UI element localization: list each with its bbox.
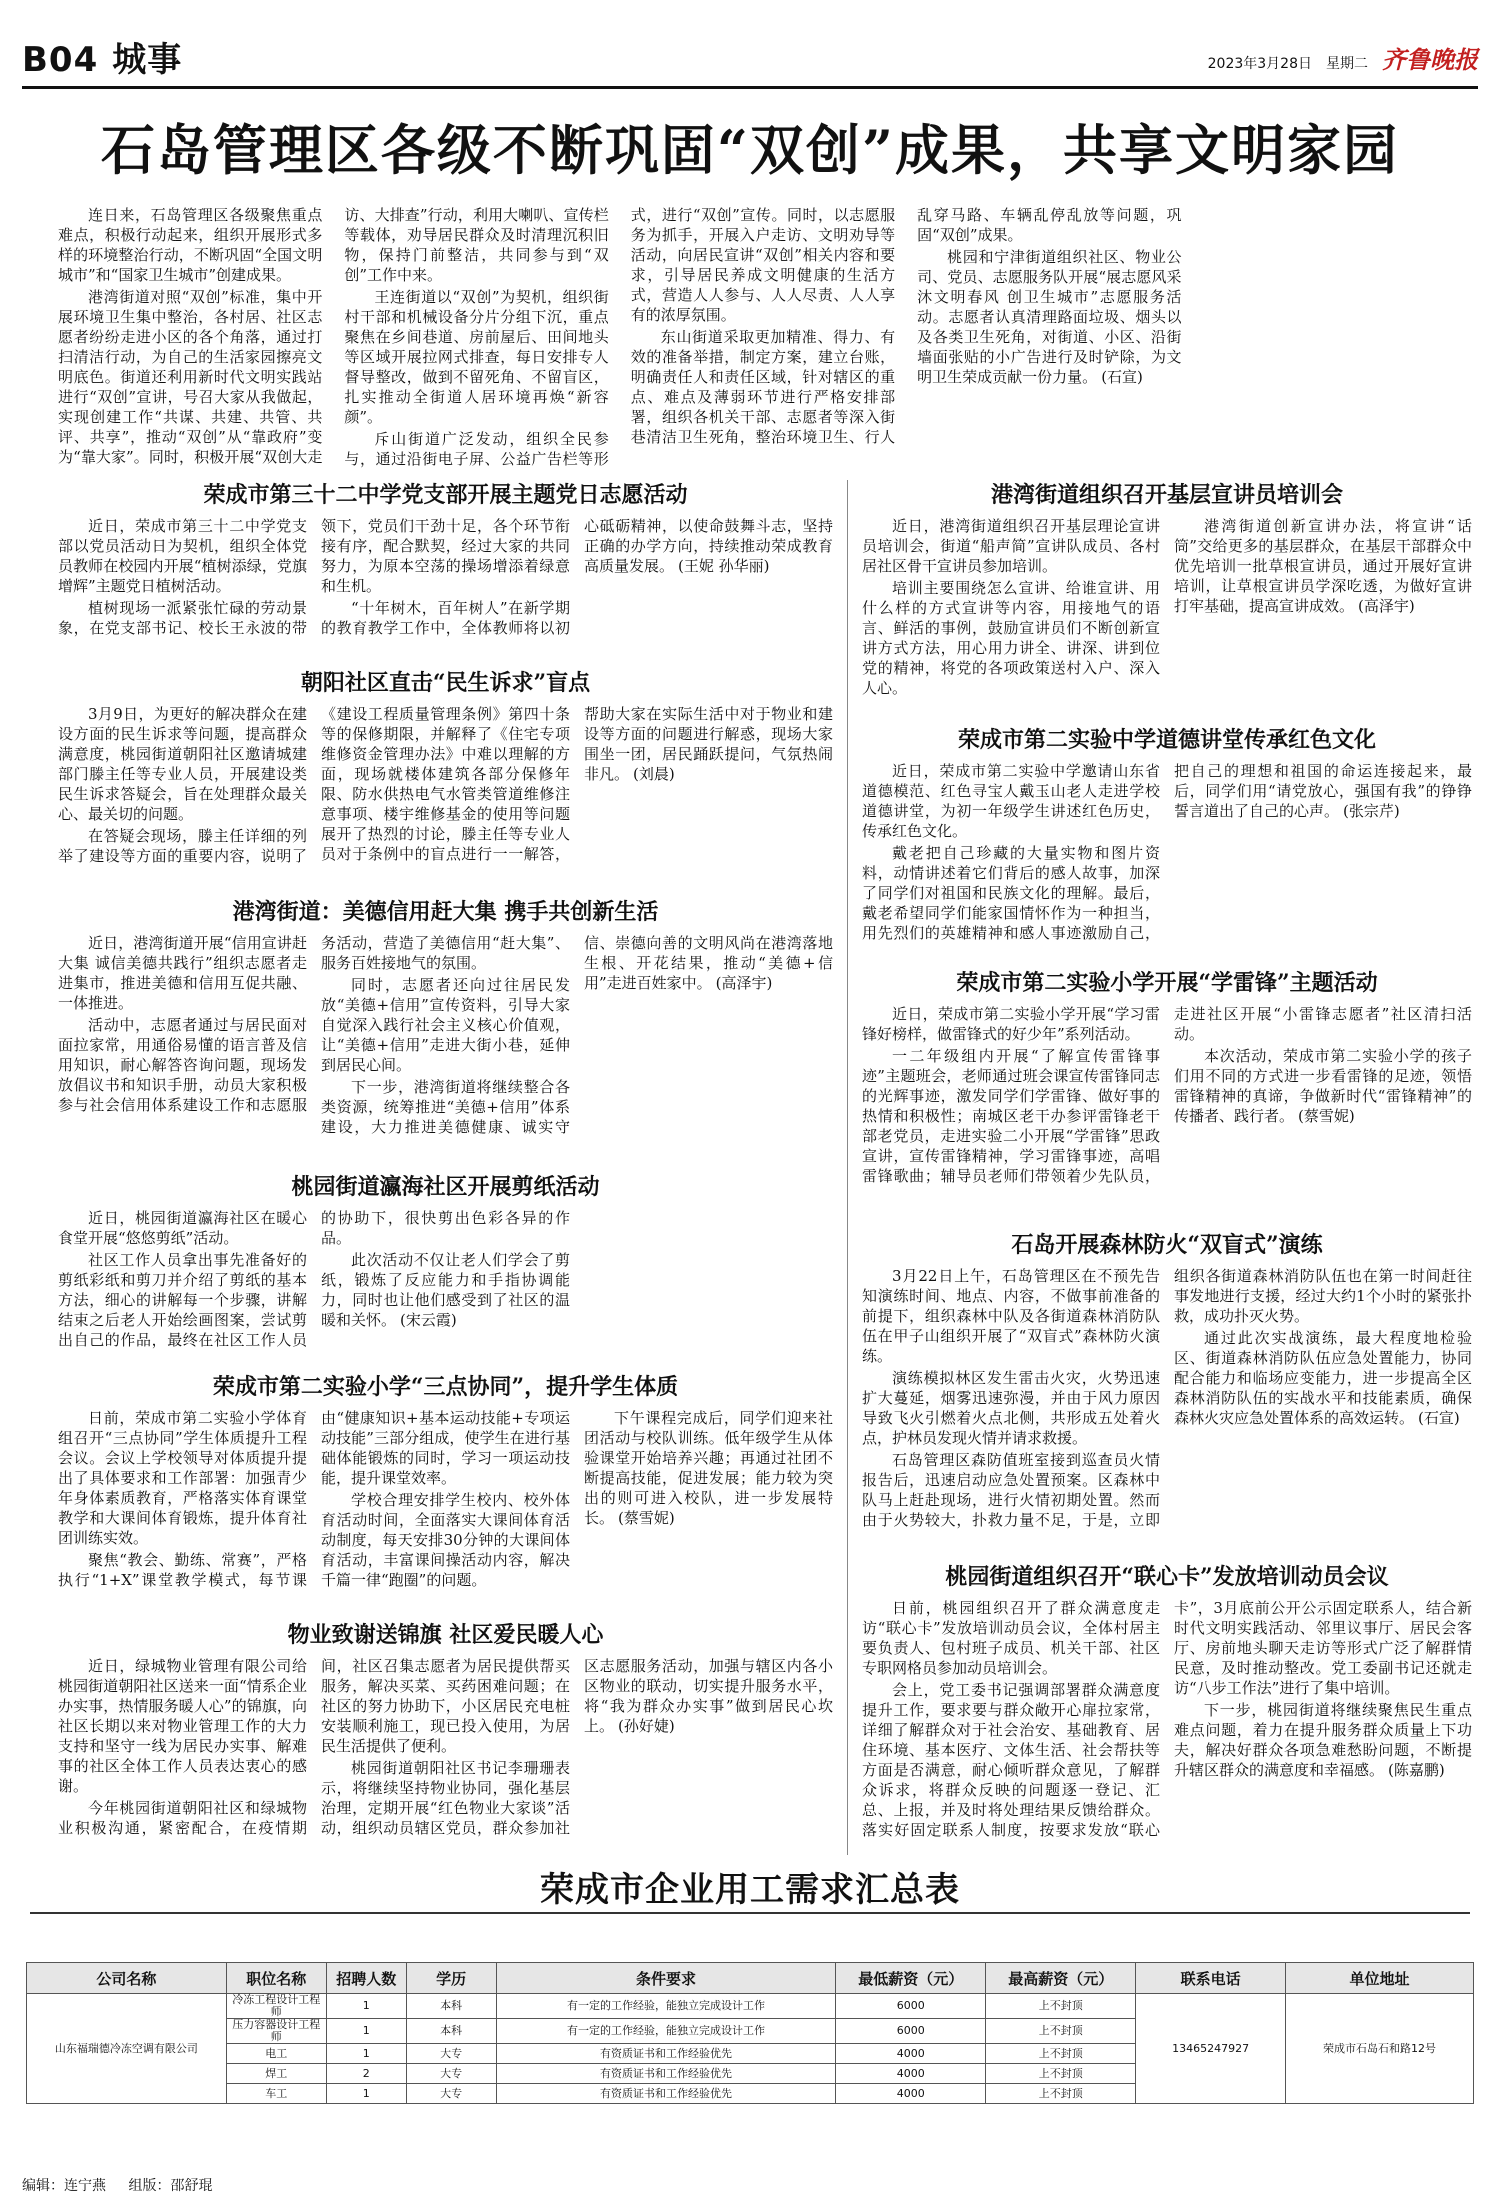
education-cell: 本科 <box>406 1994 496 2019</box>
lead-paragraph: 港湾街道对照“双创”标准，集中开展环境卫生集中整治，各村居、社区志愿者纷纷走进小区的各个角落，通过打扫清洁行动，为自己的生活家园擦亮文明底色。街道还利用新时代文明实践站进行“双创”宣讲，号召大家从我做起，实现创建工作“共谋、共建、共管、共评、共享”，推动“双创”从“靠政府”变为“靠大家”。同时，积极开展“双创大走访、大排查”行动，利用大喇叭、宣传栏等载体，劝导居民群众及时清理沉积旧物，保持门前整洁，共同参与到“双创”工作中来。 <box>58 206 609 466</box>
article-headline: 物业致谢送锦旗 社区爱民暖人心 <box>287 1622 604 1648</box>
article-headline: 朝阳社区直击“民生诉求”盲点 <box>300 670 591 696</box>
column-header: 招聘人数 <box>326 1963 406 1994</box>
column-header: 最高薪资（元） <box>986 1963 1136 1994</box>
requirement-cell: 有一定的工作经验，能独立完成设计工作 <box>496 2019 836 2044</box>
headcount-cell: 1 <box>326 2084 406 2104</box>
article-byline: (王妮 孙华丽) <box>678 557 770 575</box>
column-header: 职位名称 <box>226 1963 326 1994</box>
article-paragraph <box>58 1408 307 1548</box>
article-byline: (张宗芹) <box>1343 802 1400 820</box>
column-header: 单位地址 <box>1286 1963 1474 1994</box>
article-headline: 荣成市第二实验中学道德讲堂传承红色文化 <box>957 727 1376 753</box>
article-headline: 荣成市第二实验小学“三点协同”，提升学生体质 <box>212 1374 679 1400</box>
position-cell: 电工 <box>226 2044 326 2064</box>
max-salary-cell: 上不封顶 <box>986 2064 1136 2084</box>
article-ganghwan-credit <box>58 897 833 1152</box>
lead-paragraph: 王连街道以“双创”为契机，组织街村干部和机械设备分片分组下沉，重点聚焦在乡间巷道、房前屋后、田间地头等区域开展拉网式排查，每日安排专人督导整改，做到不留死角、不留盲区，扎实推动全街道人居环境再焕“新容颜”。 <box>344 288 609 426</box>
article-body <box>58 516 833 654</box>
article-lecturer-training <box>862 480 1472 710</box>
lead-paragraph-text: 桃园和宁津街道组织社区、物业公司、党员、志愿服务队开展“展志愿风采 沐文明春风 创卫生城市”志愿服务活动。志愿者认真清理路面垃圾、烟头以及各类卫生死角，对街道、小区、沿街墙面张贴的小广告进行及时铲除，为文明卫生荣成贡献一份力量。 <box>917 248 1182 386</box>
article-headline: 桃园街道瀛海社区开展剪纸活动 <box>291 1174 600 1200</box>
address-cell: 荣成市石岛石和路12号 <box>1286 1994 1474 2104</box>
article-paragraph-text: 活动中，志愿者通过与居民面对面拉家常，用通俗易懂的语言普及信用知识，耐心解答咨询问题，现场发放倡议书和知识手册，动员大家积极参与社会信用体系建设工作和志愿服务活动，营造了美德信用“赶大集”、服务百姓接地气的氛围。 <box>58 934 570 1114</box>
article-paragraph-text: 日前，桃园组织召开了群众满意度走访“联心卡”发放培训动员会议，全体村居主要负责人、包村班子成员、机关干部、社区专职网格员参加动员培训会。 <box>862 1599 1160 1677</box>
article-paragraph <box>58 704 307 824</box>
column-header: 条件要求 <box>496 1963 836 1994</box>
education-cell: 大专 <box>406 2064 496 2084</box>
article-paragraph-text: 植树现场一派紧张忙碌的劳动景象，在党支部书记、校长王永波的带领下，党员们干劲十足，各个环节衔接有序，配合默契，经过大家的共同努力，为原本空荡的操场增添着绿意和生机。 <box>58 517 570 637</box>
article-paragraph <box>58 1656 307 1796</box>
editor-credit: 编辑：连宁燕 <box>22 2178 106 2194</box>
article-paragraph-text: 3月22日上午，石岛管理区在不预先告知演练时间、地点、内容，不做事前准备的前提下，组织森林中队及各街道森林消防队伍在甲子山组织开展了“双盲式”森林防火演练。 <box>862 1267 1160 1365</box>
article-three-point-synergy <box>58 1372 833 1610</box>
article-byline: (陈嘉鹏) <box>1388 1761 1445 1779</box>
article-paragraph-text: 学校合理安排学生校内、校外体育活动时间，全面落实大课间体育活动制度，每天安排30分钟的大课间体育活动，丰富课间操活动内容，解决千篇一律“跑圈”的问题。 <box>321 1491 570 1589</box>
page-footer <box>22 2175 230 2195</box>
article-paragraph-text: 港湾街道创新宣讲办法，将宣讲“话筒”交给更多的基层群众，在基层干部群众中优先培训一批草根宣讲员，通过开展好宣讲培训，让草根宣讲员学深吃透，为做好宣讲打牢基础，提高宣讲成效。 <box>1174 517 1472 615</box>
article-headline: 荣成市第三十二中学党支部开展主题党日志愿活动 <box>203 482 688 508</box>
lead-paragraph: 连日来，石岛管理区各级聚焦重点难点，积极行动起来，组织开展形式多样的环境整治行动，不断巩固“全国文明城市”和“国家卫生城市”创建成果。 <box>58 206 323 284</box>
article-paragraph-text: 通过此次实战演练，最大程度地检验区、街道森林消防队伍应急处置能力，协同配合能力和临场应变能力，进一步提高全区森林消防队伍的实战水平和技能素质，确保森林火灾应急处置体系的高效运转。 <box>1174 1329 1472 1427</box>
article-paragraph-text: 近日，港湾街道开展“信用宣讲赶大集 诚信美德共践行”组织志愿者走进集市，推进美德和信用互促共融、一体推进。 <box>58 934 307 1012</box>
column-header: 最低薪资（元） <box>836 1963 986 1994</box>
article-paragraph-text: 演练模拟林区发生雷击火灾，火势迅速扩大蔓延，烟雾迅速弥漫，并由于风力原因导致飞火引燃着火点北侧，共形成五处着火点，护林员发现火情并请求救援。 <box>862 1369 1160 1447</box>
article-paragraph-text: 3月9日，为更好的解决群众在建设方面的民生诉求等问题，提高群众满意度，桃园街道朝阳社区邀请城建部门滕主任等专业人员，开展建设类民生诉求答疑会，旨在处理群众最关心、最关切的问题。 <box>58 705 307 823</box>
lead-byline: (石宣) <box>1101 368 1143 386</box>
article-paragraph <box>862 1004 1160 1044</box>
article-paragraph-text: 近日，绿城物业管理有限公司给桃园街道朝阳社区送来一面“情系企业办实事，热情服务暖人心”的锦旗，向社区长期以来对物业管理工作的大力支持和坚守一线为居民办实事、解难事的社区全体工作人员表达衷心的感谢。 <box>58 1657 307 1795</box>
article-byline: (宋云霞) <box>400 1311 457 1329</box>
article-paragraph-text: 桃园街道朝阳社区书记李珊珊表示，将继续坚持物业协同，强化基层治理，定期开展“红色物业大家谈”活动，组织动员辖区党员，群众参加社区志愿服务活动，加强与辖区内各小区物业的联动，切实提升服务水平，将“我为群众办实事”做到居民心坎上。 <box>321 1657 833 1837</box>
position-cell: 车工 <box>226 2084 326 2104</box>
article-byline: (高泽宇) <box>1358 597 1415 615</box>
article-paragraph-text: 近日，港湾街道组织召开基层理论宣讲员培训会，街道“船声简”宣讲队成员、各村居社区骨干宣讲员参加培训。 <box>862 517 1160 575</box>
article-red-culture <box>862 725 1472 950</box>
article-chaoyang-community <box>58 668 833 878</box>
article-body <box>862 1266 1472 1539</box>
layout-credit: 组版：邵舒琨 <box>128 2178 213 2194</box>
article-byline: (孙好婕) <box>618 1717 675 1735</box>
article-paper-cutting <box>58 1172 833 1362</box>
lead-paragraph: 东山街道采取更加精准、得力、有效的准备举措，制定方案，建立台账，明确责任人和责任区域，针对辖区的重点、难点及薄弱环节进行严格安排部署，组织各机关干部、志愿者等深入街巷清洁卫生死角，整治环境卫生、行人乱穿马路、车辆乱停乱放等问题，巩固“双创”成果。 <box>630 206 1182 446</box>
article-body <box>58 933 833 1143</box>
article-paragraph <box>862 1598 1160 1678</box>
article-paragraph <box>321 1250 570 1330</box>
article-body <box>58 704 833 872</box>
article-paragraph <box>862 578 1160 698</box>
lead-article-body <box>58 205 1468 470</box>
article-paragraph-text: 下一步，港湾街道将继续整合各类资源，统筹推进“美德+信用”体系建设，大力推进美德健康、诚实守信、崇德向善的文明风尚在港湾落地生根、开花结果，推动“美德+信用”走进百姓家中。 <box>321 934 833 1136</box>
article-headline: 荣成市第二实验小学开展“学雷锋”主题活动 <box>956 970 1378 996</box>
article-paragraph <box>862 1368 1160 1448</box>
column-header: 公司名称 <box>27 1963 227 1994</box>
article-paragraph <box>1174 1328 1472 1428</box>
article-paragraph-text: 今年桃园街道朝阳社区和绿城物业积极沟通，紧密配合，在疫情期间，社区召集志愿者为居民提供帮买服务，解决买菜、买药困难问题；在社区的努力协助下，小区居民充电桩安装顺利施工，现已投入使用，为居民生活提供了便利。 <box>58 1657 570 1837</box>
lead-paragraph: 斥山街道广泛发动，组织全民参与，通过沿街电子屏、公益广告栏等形式，进行“双创”宣传。同时，以志愿服务为抓手，开展入户走访、文明劝导等活动，向居民宣讲“双创”相关内容和要求，引导居民养成文明健康的生活方式，营造人人参与、人人尽责、人人享有的浓厚氛围。 <box>344 206 896 468</box>
masthead <box>22 10 1478 90</box>
lead-headline: 石岛管理区各级不断巩固“双创”成果，共享文明家园 <box>100 118 1400 182</box>
article-paragraph-text: 下午课程完成后，同学们迎来社团活动与校队训练。低年级学生从体验课堂开始培养兴趣；再通过社团不断提高技能，促进发展；能力较为突出的则可进入校队，进一步发展特长。 <box>584 1409 833 1527</box>
article-paragraph-text: 石岛管理区森防值班室接到巡查员火情报告后，迅速启动应急处置预案。区森林中队马上赶赴现场，进行火情初期处置。然而由于火势较大，扑救力量不足，于是，立即组织各街道森林消防队伍也在第一时间赶往事发地进行支援，经过大约1个小时的紧张扑救，成功扑灭火势。 <box>862 1267 1472 1529</box>
requirement-cell: 有资质证书和工作经验优先 <box>496 2044 836 2064</box>
max-salary-cell: 上不封顶 <box>986 1994 1136 2019</box>
article-paragraph <box>58 516 307 596</box>
article-lianxin-card <box>862 1562 1472 1855</box>
article-paragraph-text: 日前，荣成市第二实验小学体育组召开“三点协同”学生体质提升工程会议。会议上学校领导对体质提升提出了具体要求和工作部署：加强青少年身体素质教育，严格落实体育课堂教学和大课间体育锻炼，提升体育社团训练实效。 <box>58 1409 307 1547</box>
article-paragraph-text: 此次活动不仅让老人们学会了剪纸，锻炼了反应能力和手指协调能力，同时也让他们感受到了社区的温暖和关怀。 <box>321 1251 570 1329</box>
article-headline: 石岛开展森林防火“双盲式”演练 <box>1011 1232 1323 1258</box>
article-paragraph-text: 戴老把自己珍藏的大量实物和图片资料，动情讲述着它们背后的感人故事，加深了同学们对祖国和民族文化的理解。最后，戴老希望同学们能家国情怀作为一种担当，用先烈们的英雄精神和感人事迹激励自己，把自己的理想和祖国的命运连接起来，最后，同学们用“请党放心，强国有我”的铮铮誓言道出了自己的心声。 <box>862 762 1472 942</box>
paper-logo: 齐鲁晚报 <box>1382 45 1478 74</box>
article-headline: 港湾街道：美德信用赶大集 携手共创新生活 <box>232 899 659 925</box>
table-row <box>27 1994 1474 2019</box>
article-body <box>58 1408 833 1604</box>
jobs-table-body <box>27 1994 1474 2104</box>
article-paragraph-text: 本次活动，荣成市第二实验小学的孩子们用不同的方式进一步看雷锋的足迹，领悟雷锋精神的真谛，争做新时代“雷锋精神”的传播者、践行者。 <box>1174 1047 1472 1125</box>
headcount-cell: 1 <box>326 1994 406 2019</box>
min-salary-cell: 4000 <box>836 2064 986 2084</box>
article-paragraph-text: 会上，党工委书记强调部署群众满意度提升工作，要求要与群众敞开心扉拉家常，详细了解群众对于社会治安、基础教育、居住环境、基本医疗、文体生活、社会帮扶等方面是否满意，耐心倾听群众意见，了解群众诉求，将群众反映的问题逐一登记、汇总、上报，并及时将处理结果反馈给群众。落实好固定联系人制度，按要求发放“联心卡”，3月底前公开公示固定联系人，结合新时代文明实践活动、邻里议事厅、居民会客厅、房前地头聊天走访等形式广泛了解群情民意，及时推动整改。党工委副书记还就走访“八步工作法”进行了集中培训。 <box>862 1599 1472 1839</box>
column-header: 学历 <box>406 1963 496 1994</box>
headcount-cell: 2 <box>326 2064 406 2084</box>
article-paragraph-text: 下一步，桃园街道将继续聚焦民生重点难点问题，着力在提升服务群众质量上下功夫，解决好群众各项急难愁盼问题，不断提升辖区群众的满意度和幸福感。 <box>1174 1701 1472 1779</box>
article-paragraph-text: 近日，荣成市第二实验中学邀请山东省道德模范、红色寻宝人戴玉山老人走进学校道德讲堂，为初一年级学生讲述红色历史，传承红色文化。 <box>862 762 1160 840</box>
min-salary-cell: 6000 <box>836 1994 986 2019</box>
issue-date: 2023年3月28日 <box>1207 56 1312 72</box>
page-number: B04 <box>22 40 99 80</box>
article-paragraph-text: 培训主要围绕怎么宣讲、给谁宣讲、用什么样的方式宣讲等内容，用接地气的语言、鲜活的事例，鼓励宣讲员们不断创新宣讲方式方法，用心用力讲全、讲深、讲到位党的精神，将党的各项政策送村入户、深入人心。 <box>862 579 1160 697</box>
headcount-cell: 1 <box>326 2044 406 2064</box>
education-cell: 大专 <box>406 2084 496 2104</box>
jobs-table <box>26 1962 1474 2104</box>
min-salary-cell: 4000 <box>836 2044 986 2064</box>
headcount-cell: 1 <box>326 2019 406 2044</box>
article-byline: (蔡雪妮) <box>1298 1107 1355 1125</box>
article-headline: 桃园街道组织召开“联心卡”发放培训动员会议 <box>945 1564 1389 1590</box>
jobs-table-title: 荣成市企业用工需求汇总表 <box>540 1870 960 1910</box>
article-byline: (刘晨) <box>633 765 675 783</box>
article-lei-feng <box>862 968 1472 1213</box>
jobs-table-rule <box>30 1912 1470 1914</box>
article-paragraph-text: 聚焦“教会、勤练、常赛”，严格执行“1+X”课堂教学模式，每节课由“健康知识+基本运动技能+专项运动技能”三部分组成，使学生在进行基础体能锻炼的同时，学习一项运动技能，提升课堂效率。 <box>58 1409 570 1589</box>
section-name: 城事 <box>112 40 183 80</box>
article-paragraph-text: 同时，志愿者还向过往居民发放“美德+信用”宣传资料，引导大家自觉深入践行社会主义核心价值观，让“美德+信用”走进大街小巷，延伸到居民心间。 <box>321 976 570 1074</box>
position-cell: 压力容器设计工程师 <box>226 2019 326 2044</box>
article-body <box>862 516 1472 704</box>
requirement-cell: 有资质证书和工作经验优先 <box>496 2064 836 2084</box>
article-32nd-school <box>58 480 833 660</box>
position-cell: 焊工 <box>226 2064 326 2084</box>
phone-cell: 13465247927 <box>1136 1994 1286 2104</box>
requirement-cell: 有资质证书和工作经验优先 <box>496 2084 836 2104</box>
article-paragraph <box>862 761 1160 841</box>
education-cell: 大专 <box>406 2044 496 2064</box>
masthead-rule <box>22 86 1478 89</box>
article-paragraph-text: 社区工作人员拿出事先准备好的剪纸彩纸和剪刀并介绍了剪纸的基本方法，细心的讲解每一个步骤，讲解结束之后老人开始绘画图案，尝试剪出自己的作品，最终在社区工作人员的协助下，很快剪出色彩各异的作品。 <box>58 1209 570 1349</box>
jobs-table-header <box>27 1963 1474 1994</box>
article-paragraph <box>1174 1700 1472 1780</box>
masthead-right <box>1208 40 1478 75</box>
article-paragraph <box>584 1408 833 1528</box>
article-byline: (石宣) <box>1418 1409 1460 1427</box>
article-paragraph-text: 近日，荣成市第三十二中学党支部以党员活动日为契机，组织全体党员教师在校园内开展“植树添绿，党旗增辉”主题党日植树活动。 <box>58 517 307 595</box>
article-paragraph-text: 在答疑会现场，滕主任详细的列举了建设等方面的重要内容，说明了《建设工程质量管理条例》第四十条等的保修期限，并解释了《住宅专项维修资金管理办法》中难以理解的方面，现场就楼体建筑各部分保修年限、防水供热电气水管类管道维修注意事项、楼宇维修基金的使用等问题展开了热烈的讨论，滕主任等专业人员对于条例中的盲点进行一一解答，帮助大家在实际生活中对于物业和建设等方面的问题进行解惑，现场大家围坐一团，居民踊跃提问，气氛热闹非凡。 <box>58 705 833 865</box>
article-paragraph <box>862 516 1160 576</box>
min-salary-cell: 4000 <box>836 2084 986 2104</box>
max-salary-cell: 上不封顶 <box>986 2019 1136 2044</box>
article-paragraph <box>1174 1046 1472 1126</box>
page-label <box>22 32 182 81</box>
column-divider <box>847 480 848 1855</box>
article-paragraph-text: “十年树木，百年树人”在新学期的教育教学工作中，全体教师将以初心砥砺精神，以使命鼓舞斗志，坚持正确的办学方向，持续推动荣成教育高质量发展。 <box>321 517 833 637</box>
lead-paragraph <box>917 247 1181 387</box>
article-paragraph-text: 近日，桃园街道瀛海社区在暖心食堂开展“悠悠剪纸”活动。 <box>58 1209 307 1247</box>
article-body <box>862 761 1472 944</box>
max-salary-cell: 上不封顶 <box>986 2084 1136 2104</box>
article-paragraph <box>321 975 570 1075</box>
max-salary-cell: 上不封顶 <box>986 2044 1136 2064</box>
article-body <box>862 1598 1472 1849</box>
article-byline: (高泽宇) <box>715 974 773 992</box>
article-paragraph <box>1174 516 1472 616</box>
article-paragraph <box>58 1208 307 1248</box>
article-paragraph <box>321 1490 570 1590</box>
article-body <box>58 1656 833 1849</box>
company-name-cell: 山东福瑞德冷冻空调有限公司 <box>27 1994 227 2104</box>
issue-weekday: 星期二 <box>1326 56 1368 72</box>
article-body <box>862 1004 1472 1207</box>
min-salary-cell: 6000 <box>836 2019 986 2044</box>
article-headline: 港湾街道组织召开基层宣讲员培训会 <box>990 482 1343 508</box>
article-paragraph-text: 一二年级组内开展“了解宣传雷锋事迹”主题班会，老师通过班会课宣传雷锋同志的光辉事迹，激发同学们学雷锋、做好事的热情和积极性；南城区老干办参评雷锋老干部老党员，走进实验二小开展“学雷锋”思政宣讲，宣传雷锋精神，学习雷锋事迹，高唱雷锋歌曲；辅导员老师们带领着少先队员，走进社区开展“小雷锋志愿者”社区清扫活动。 <box>862 1005 1472 1185</box>
education-cell: 本科 <box>406 2019 496 2044</box>
article-paragraph-text: 近日，荣成市第二实验小学开展“学习雷锋好榜样，做雷锋式的好少年”系列活动。 <box>862 1005 1160 1043</box>
article-body <box>58 1208 833 1356</box>
article-paragraph <box>862 1266 1160 1366</box>
article-byline: (蔡雪妮) <box>618 1509 675 1527</box>
column-header: 联系电话 <box>1136 1963 1286 1994</box>
requirement-cell: 有一定的工作经验，能独立完成设计工作 <box>496 1994 836 2019</box>
article-fire-drill <box>862 1230 1472 1545</box>
position-cell: 冷冻工程设计工程师 <box>226 1994 326 2019</box>
article-paragraph <box>58 933 307 1013</box>
article-property-banner <box>58 1620 833 1855</box>
